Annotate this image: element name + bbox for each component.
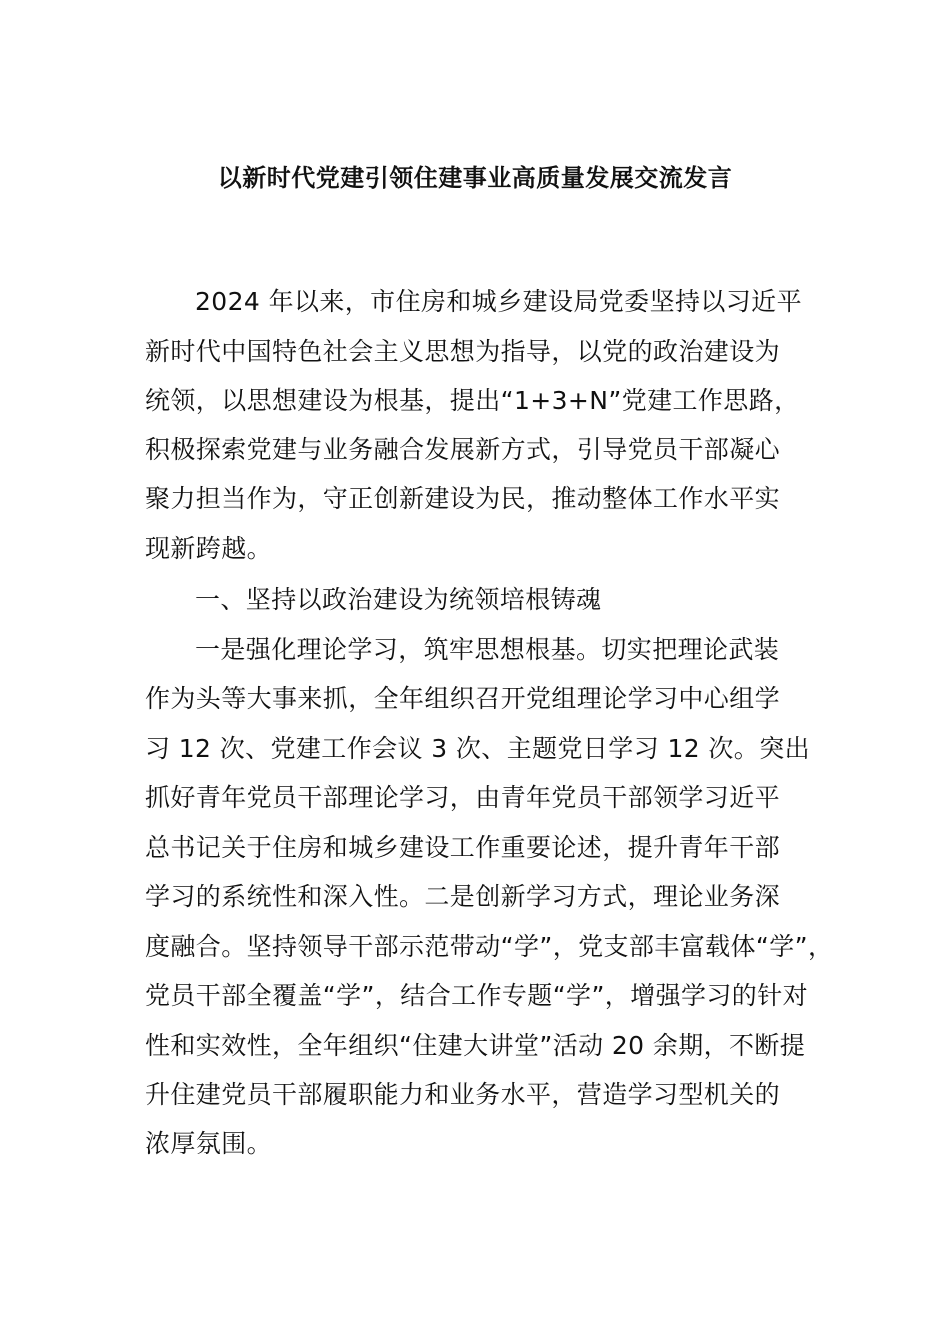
paragraph-2-line-2: 作为头等大事来抓，全年组织召开党组理论学习中心组学 — [145, 684, 781, 713]
paragraph-2-line-1: 一是强化理论学习，筑牢思想根基。切实把理论武装 — [195, 635, 780, 664]
paragraph-2-line-6: 学习的系统性和深入性。二是创新学习方式，理论业务深 — [145, 882, 781, 911]
paragraph-2-line-10: 升住建党员干部履职能力和业务水平，营造学习型机关的 — [145, 1080, 781, 1109]
paragraph-2-line-4: 抓好青年党员干部理论学习，由青年党员干部领学习近平 — [145, 783, 781, 812]
document-title: 以新时代党建引领住建事业高质量发展交流发言 — [217, 164, 733, 192]
paragraph-1-line-6: 现新跨越。 — [145, 534, 273, 563]
paragraph-1-line-3: 统领，以思想建设为根基，提出“1+3+N”党建工作思路， — [145, 386, 800, 415]
paragraph-2-line-7: 度融合。坚持领导干部示范带动“学”，党支部丰富载体“学”， — [145, 932, 834, 961]
paragraph-1-line-1: 2024 年以来，市住房和城乡建设局党委坚持以习近平 — [195, 287, 802, 316]
paragraph-2-line-11: 浓厚氛围。 — [145, 1129, 273, 1158]
paragraph-2-line-8: 党员干部全覆盖“学”，结合工作专题“学”，增强学习的针对 — [145, 981, 809, 1010]
section-heading-1: 一、坚持以政治建设为统领培根铸魂 — [195, 585, 602, 614]
paragraph-2-line-5: 总书记关于住房和城乡建设工作重要论述，提升青年干部 — [145, 833, 781, 862]
paragraph-1-line-5: 聚力担当作为，守正创新建设为民，推动整体工作水平实 — [145, 484, 781, 513]
paragraph-1-line-4: 积极探索党建与业务融合发展新方式，引导党员干部凝心 — [145, 435, 781, 464]
paragraph-2-line-3: 习 12 次、党建工作会议 3 次、主题党日学习 12 次。突出 — [145, 734, 811, 763]
paragraph-2-line-9: 性和实效性，全年组织“住建大讲堂”活动 20 余期，不断提 — [145, 1031, 806, 1060]
paragraph-1-line-2: 新时代中国特色社会主义思想为指导，以党的政治建设为 — [145, 337, 781, 366]
